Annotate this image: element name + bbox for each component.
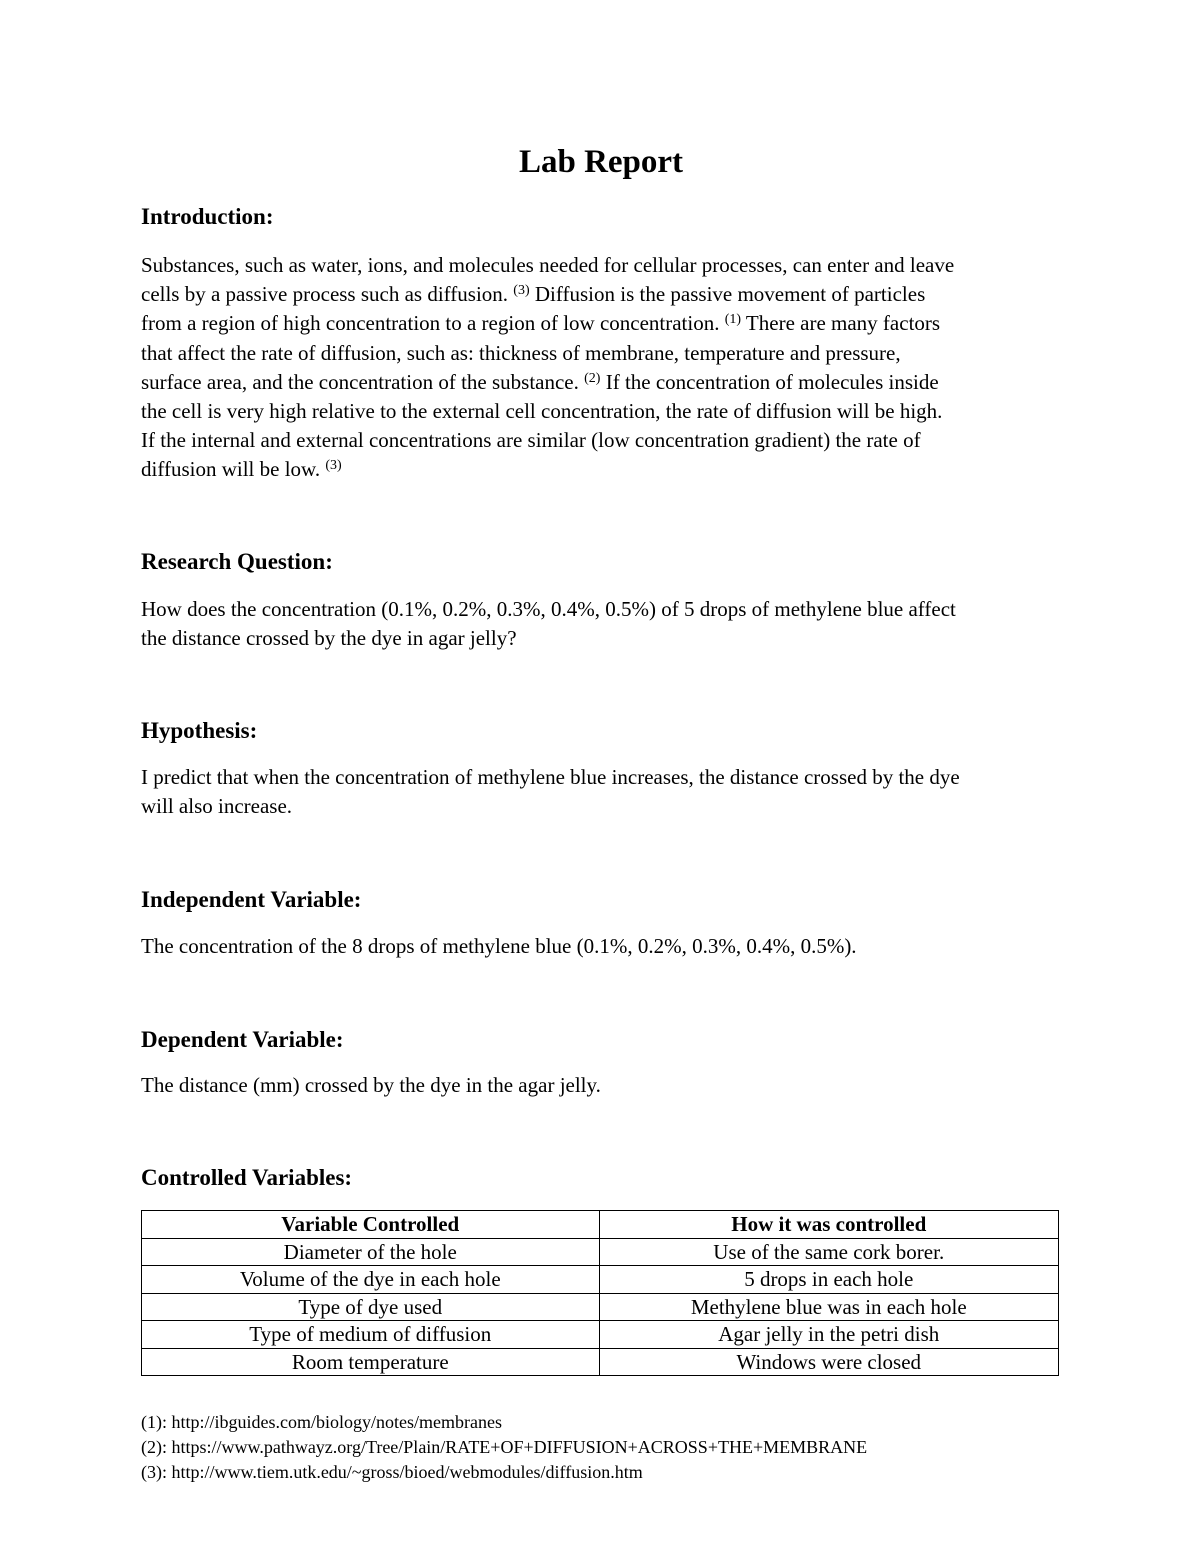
table-cell: Diameter of the hole bbox=[142, 1238, 600, 1266]
citation-marker: (3) bbox=[325, 458, 342, 474]
intro-line: from a region of high concentration to a region of low concentration. $^{(1)}$ There are many factors bbox=[141, 311, 941, 336]
citation-marker: (2) bbox=[584, 370, 601, 386]
introduction-paragraph bbox=[141, 251, 1066, 485]
controlled-variables-heading: Controlled Variables: bbox=[141, 1165, 353, 1190]
table-row bbox=[142, 1293, 1059, 1321]
table-cell: 5 drops in each hole bbox=[599, 1266, 1059, 1294]
table-cell: Type of medium of diffusion bbox=[142, 1321, 600, 1349]
intro-line: surface area, and the concentration of the substance. $^{(2)}$ If the concentration of molecules inside bbox=[141, 369, 939, 394]
reference-item: (2): https://www.pathwayz.org/Tree/Plain/RATE+OF+DIFFUSION+ACROSS+THE+MEMBRANE bbox=[141, 1437, 868, 1457]
hypothesis-heading: Hypothesis: bbox=[141, 718, 258, 743]
table-cell: Room temperature bbox=[142, 1348, 600, 1376]
introduction-heading: Introduction: bbox=[141, 204, 274, 229]
table-cell: Methylene blue was in each hole bbox=[599, 1293, 1059, 1321]
reference-item: (1): http://ibguides.com/biology/notes/membranes bbox=[141, 1412, 502, 1432]
dependent-variable-text: The distance (mm) crossed by the dye in the agar jelly. bbox=[141, 1073, 601, 1097]
table-row bbox=[142, 1321, 1059, 1349]
controlled-variables-table bbox=[141, 1210, 1059, 1376]
page-title: Lab Report bbox=[518, 144, 684, 180]
reference-item: (3): http://www.tiem.utk.edu/~gross/bioed/webmodules/diffusion.htm bbox=[141, 1462, 643, 1482]
table-cell: Windows were closed bbox=[599, 1348, 1059, 1376]
references-list bbox=[141, 1410, 1061, 1485]
citation-marker: (1) bbox=[724, 312, 742, 328]
column-header: Variable Controlled bbox=[142, 1211, 600, 1239]
intro-line: cells by a passive process such as diffusion. $^{(3)}$ Diffusion is the passive movement of particles bbox=[141, 282, 926, 307]
table-cell: Agar jelly in the petri dish bbox=[599, 1321, 1059, 1349]
independent-variable-heading: Independent Variable: bbox=[141, 887, 362, 912]
dependent-variable-heading: Dependent Variable: bbox=[141, 1027, 344, 1052]
table-cell: Use of the same cork borer. bbox=[599, 1238, 1059, 1266]
intro-line: the cell is very high relative to the external cell concentration, the rate of diffusion will be high. bbox=[141, 399, 943, 424]
column-header: How it was controlled bbox=[599, 1211, 1059, 1239]
hypothesis-text: I predict that when the concentration of methylene blue increases, the distance crossed by the dye will also increase. bbox=[141, 765, 960, 819]
table-row bbox=[142, 1348, 1059, 1376]
intro-line: diffusion will be low. $^{(3)}$ bbox=[141, 457, 342, 482]
citation-marker: (3) bbox=[513, 283, 530, 299]
research-question-text: How does the concentration (0.1%, 0.2%, 0.3%, 0.4%, 0.5%) of 5 drops of methylene blue affect the distance crossed by the dye in agar jelly? bbox=[141, 597, 956, 651]
intro-line: Substances, such as water, ions, and molecules needed for cellular processes, can enter and leave bbox=[141, 253, 955, 277]
research-question-heading: Research Question: bbox=[141, 549, 333, 574]
table-cell: Volume of the dye in each hole bbox=[142, 1266, 600, 1294]
intro-line: that affect the rate of diffusion, such as: thickness of membrane, temperature and pressure, bbox=[141, 340, 901, 365]
intro-line: If the internal and external concentrations are similar (low concentration gradient) the rate of bbox=[141, 428, 921, 453]
table-cell: Type of dye used bbox=[142, 1293, 600, 1321]
table-row bbox=[142, 1266, 1059, 1294]
independent-variable-text: The concentration of the 8 drops of methylene blue (0.1%, 0.2%, 0.3%, 0.4%, 0.5%). bbox=[141, 934, 857, 958]
table-row bbox=[142, 1238, 1059, 1266]
table-header-row bbox=[142, 1211, 1059, 1239]
